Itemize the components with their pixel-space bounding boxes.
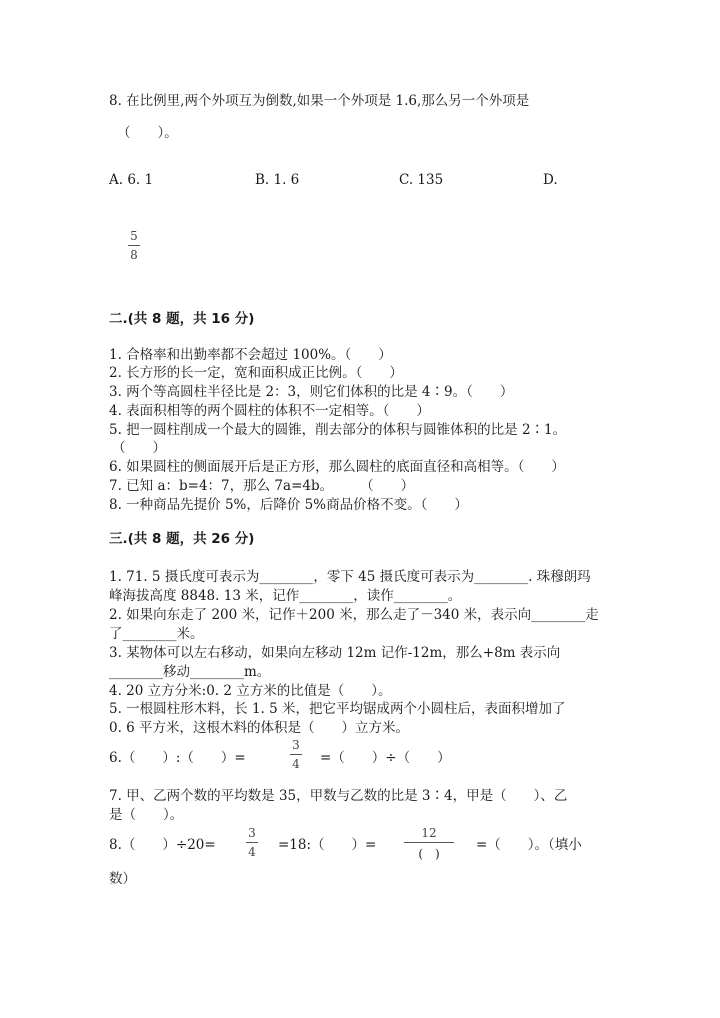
section-3-q8-middle: =18:（ ）=	[278, 837, 377, 853]
section-3-q8-right: =（ ）。（填小	[476, 837, 582, 853]
q8-stem: 8. 在比例里,两个外项互为倒数,如果一个外项是 1.6,那么另一个外项是	[109, 93, 530, 109]
section-3-q7-line1: 7. 甲、乙两个数的平均数是 35，甲数与乙数的比是 3∶4，甲是（ ）、乙	[109, 788, 568, 804]
q8-option-c: C. 135	[399, 172, 444, 188]
fraction-denominator: 8	[130, 248, 138, 262]
fraction-denominator: 4	[292, 757, 300, 771]
q8-option-d-fraction	[128, 229, 140, 262]
q8-option-b: B. 1. 6	[255, 172, 300, 188]
section-3-line: 3. 某物体可以左右移动，如果向左移动 12m 记作-12m，那么+8m 表示向	[109, 645, 561, 661]
section-2-item: 2. 长方形的长一定，宽和面积成正比例。（ ）	[109, 365, 403, 381]
section-3-line: 0. 6 平方米，这根木料的体积是（ ）立方米。	[109, 720, 410, 736]
section-3-q8-left: 8.（ ）÷20=	[109, 837, 216, 853]
fraction-numerator: 3	[248, 826, 256, 840]
section-3-q8-fraction-1	[246, 826, 258, 859]
section-3-q6-fraction	[290, 738, 302, 771]
section-3-line: 5. 一根圆柱形木料，长 1. 5 米，把它平均锯成两个小圆柱后，表面积增加了	[109, 701, 566, 717]
fraction-bar	[404, 842, 454, 843]
section-2-item: 6. 如果圆柱的侧面展开后是正方形，那么圆柱的底面直径和高相等。（ ）	[109, 459, 565, 475]
fraction-numerator: 5	[130, 229, 138, 243]
section-3-q8-fraction-2	[404, 826, 454, 862]
section-3-line: 4. 20 立方分米:0. 2 立方米的比值是（ ）。	[109, 683, 392, 699]
section-2-item-blank: （ ）	[112, 440, 166, 456]
section-3-heading: 三.(共 8 题，共 26 分)	[109, 531, 255, 547]
fraction-bar	[128, 245, 140, 246]
q8-answer-blank: （ ）。	[117, 125, 178, 141]
section-2-item: 3. 两个等高圆柱半径比是 2：3，则它们体积的比是 4∶9。（ ）	[109, 384, 514, 400]
section-3-q7-line2: 是（ ）。	[109, 807, 184, 823]
section-3-line: 1. 71. 5 摄氏度可表示为________，零下 45 摄氏度可表示为________. 珠穆朗玛	[109, 569, 591, 585]
fraction-denominator: 4	[248, 845, 256, 859]
fraction-bar	[290, 754, 302, 755]
section-3-q8-line2: 数）	[109, 871, 136, 887]
section-3-line: ________移动________m。	[109, 664, 271, 680]
q8-option-d: D.	[543, 172, 558, 188]
section-2-item: 4. 表面积相等的两个圆柱的体积不一定相等。（ ）	[109, 403, 430, 419]
section-3-line: 2. 如果向东走了 200 米，记作＋200 米，那么走了－340 米，表示向________走	[109, 607, 599, 623]
fraction-bar	[246, 842, 258, 843]
fraction-numerator: 12	[421, 826, 437, 840]
section-2-item: 7. 已知 a：b=4：7，那么 7a=4b。 （ ）	[109, 478, 415, 494]
section-2-item: 8. 一种商品先提价 5%，后降价 5%商品价格不变。（ ）	[109, 497, 468, 513]
fraction-denominator: ( )	[418, 847, 440, 861]
section-2-item: 1. 合格率和出勤率都不会超过 100%。（ ）	[109, 347, 392, 363]
section-2-item: 5. 把一圆柱削成一个最大的圆锥，削去部分的体积与圆锥体积的比是 2∶1。	[109, 422, 567, 438]
section-3-q6-right: =（ ）÷（ ）	[320, 750, 451, 766]
section-2-heading: 二.(共 8 题，共 16 分)	[109, 311, 255, 327]
section-3-line: 了________米。	[109, 626, 204, 642]
section-3-line: 峰海拔高度 8848. 13 米，记作________，读作________。	[109, 588, 462, 604]
fraction-numerator: 3	[292, 738, 300, 752]
section-3-q6-left: 6.（ ）:（ ）=	[109, 750, 246, 766]
q8-option-a: A. 6. 1	[109, 172, 154, 188]
